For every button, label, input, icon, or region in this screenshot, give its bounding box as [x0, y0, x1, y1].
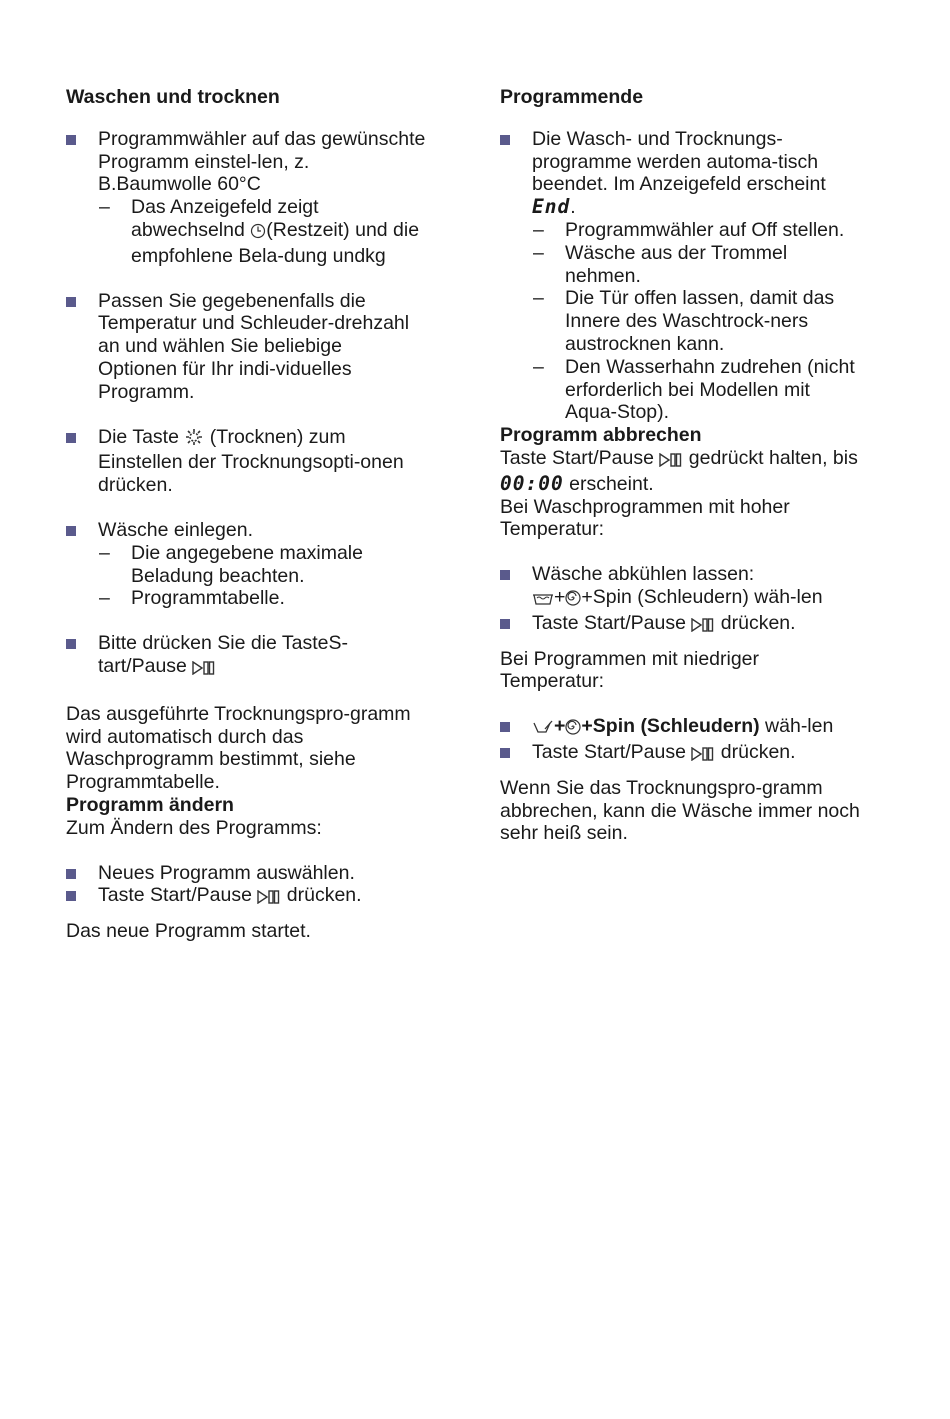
- text: gedrückt halten, bis: [683, 446, 858, 469]
- dash-icon: –: [533, 287, 544, 310]
- change-step: [66, 862, 426, 885]
- dash-icon: –: [533, 355, 544, 378]
- change-program-steps: [66, 862, 426, 911]
- step-text: drücken.: [281, 884, 362, 907]
- sub-text: (Restzeit) und die empfohlene Bela-dung undkg: [131, 218, 420, 267]
- sub-text: Die angegebene maximale Beladung beachten.: [131, 541, 363, 587]
- step-text: +Spin (Schleudern) wäh-len: [581, 585, 823, 608]
- square-bullet-icon: [66, 869, 76, 879]
- hot-laundry-warning: Wenn Sie das Trocknungspro-gramm abbrechen, kann die Wäsche immer noch sehr heiß sein.: [500, 776, 860, 845]
- low-temp-steps: [500, 715, 860, 767]
- spin-icon: [565, 718, 581, 741]
- step-text: +: [554, 585, 566, 608]
- square-bullet-icon: [500, 748, 510, 758]
- clock-icon: [250, 222, 266, 245]
- sub-text: Die Tür offen lassen, damit das Innere des Waschtrock-ners austrocknen kann.: [565, 287, 835, 355]
- step-text: Die Wasch- und Trocknungs-programme werden automa-tisch beendet. Im Anzeigefeld erscheint: [532, 127, 826, 196]
- dry-program-note: Das ausgeführte Trocknungspro-gramm wird automatisch durch das Waschprogramm bestimmt, siehe Programmtabelle.: [66, 702, 411, 794]
- abort-instructions: [500, 447, 860, 496]
- step-text: Wäsche abkühlen lassen:: [532, 563, 755, 586]
- dash-icon: –: [533, 241, 544, 264]
- time-display: 00:00: [500, 471, 564, 495]
- wash-dry-steps: [66, 128, 426, 681]
- sub-item: [532, 219, 860, 242]
- step-text: Taste Start/Pause: [532, 611, 692, 634]
- square-bullet-icon: [66, 297, 76, 307]
- new-program-starts: Das neue Programm startet.: [66, 920, 311, 943]
- square-bullet-icon: [500, 135, 510, 145]
- step-press-start: [500, 612, 860, 638]
- end-display: End: [532, 195, 571, 219]
- start-pause-icon: [257, 887, 281, 910]
- square-bullet-icon: [66, 891, 76, 901]
- rinse-tub-icon: [532, 589, 554, 612]
- step-text: Taste Start/Pause: [98, 884, 258, 907]
- step-dry-button: [66, 426, 426, 497]
- square-bullet-icon: [500, 570, 510, 580]
- square-bullet-icon: [66, 526, 76, 536]
- text: Taste Start/Pause: [500, 446, 660, 469]
- sub-text: Den Wasserhahn zudrehen (nicht erforderlich bei Modellen mit Aqua-Stop).: [565, 355, 855, 424]
- sub-text: Programmtabelle.: [131, 587, 285, 610]
- step-program-end: [500, 128, 860, 424]
- sub-item: [532, 242, 860, 288]
- sub-text: Das Anzeigefeld zeigt abwechselnd: [131, 196, 319, 241]
- step-adjust-options: [66, 290, 426, 404]
- step-text: wäh-len: [759, 715, 834, 738]
- step-text: Bitte drücken Sie die TasteS-tart/Pause: [98, 632, 349, 677]
- program-end-steps: [500, 128, 860, 424]
- step-text: drücken.: [715, 611, 796, 634]
- sub-item: [98, 196, 426, 267]
- square-bullet-icon: [66, 639, 76, 649]
- dry-sun-icon: [184, 428, 204, 452]
- dash-icon: –: [99, 196, 110, 219]
- subheading-change-program: Programm ändern: [66, 793, 234, 816]
- step-select-spin: [500, 715, 860, 741]
- high-temp-steps: [500, 563, 860, 637]
- text: erscheint.: [563, 472, 654, 495]
- sub-item: [532, 356, 860, 424]
- sub-list: [98, 542, 426, 610]
- low-temp-intro: Bei Programmen mit niedriger Temperatur:: [500, 647, 760, 693]
- change-program-intro: Zum Ändern des Programms:: [66, 816, 322, 839]
- sub-item: [532, 287, 860, 355]
- step-text: +Spin (Schleudern): [581, 715, 760, 738]
- step-text: drücken.: [715, 740, 796, 763]
- section-title-program-end: Programmende: [500, 86, 644, 108]
- spin-icon: [565, 589, 581, 612]
- step-text: .: [570, 196, 576, 219]
- start-pause-icon: [691, 744, 715, 767]
- step-text: Programmwähler auf das gewünschte Programm einstel-len, z. B.Baumwolle 60°C: [98, 127, 426, 196]
- square-bullet-icon: [500, 722, 510, 732]
- start-pause-icon: [192, 658, 216, 681]
- change-step: [66, 884, 426, 910]
- step-load-laundry: [66, 519, 426, 610]
- square-bullet-icon: [66, 433, 76, 443]
- square-bullet-icon: [500, 619, 510, 629]
- step-select-program: [66, 128, 426, 268]
- square-bullet-icon: [66, 135, 76, 145]
- step-text: (Trocknen) zum Einstellen der Trocknungsopti-onen drücken.: [98, 425, 404, 497]
- step-text: Taste Start/Pause: [532, 740, 692, 763]
- step-press-start: [66, 632, 426, 681]
- start-pause-icon: [659, 450, 683, 473]
- sub-list: [98, 196, 426, 267]
- left-column: [66, 86, 426, 943]
- subheading-abort-program: Programm abbrechen: [500, 424, 702, 447]
- step-text: Die Taste: [98, 425, 185, 448]
- step-text: Neues Programm auswählen.: [98, 861, 355, 884]
- step-text: Wäsche einlegen.: [98, 518, 254, 541]
- step-cool-down: [500, 563, 860, 612]
- dash-icon: –: [99, 587, 110, 610]
- drain-icon: [532, 718, 554, 741]
- right-column: [500, 86, 860, 845]
- sub-text: Wäsche aus der Trommel nehmen.: [565, 241, 788, 287]
- step-text: Passen Sie gegebenenfalls die Temperatur und Schleuder-drehzahl an und wählen Sie beliebige Optionen für Ihr indi-viduelles Programm.: [98, 289, 410, 403]
- sub-item: [98, 542, 426, 588]
- dash-icon: –: [533, 218, 544, 241]
- high-temp-intro: Bei Waschprogrammen mit hoher Temperatur:: [500, 495, 790, 541]
- sub-item: [98, 587, 426, 610]
- sub-text: Programmwähler auf Off stellen.: [565, 218, 845, 241]
- sub-list: [532, 219, 860, 424]
- step-press-start: [500, 741, 860, 767]
- section-title-wash-dry: Waschen und trocknen: [66, 86, 280, 108]
- start-pause-icon: [691, 615, 715, 638]
- dash-icon: –: [99, 541, 110, 564]
- step-text: +: [554, 715, 566, 738]
